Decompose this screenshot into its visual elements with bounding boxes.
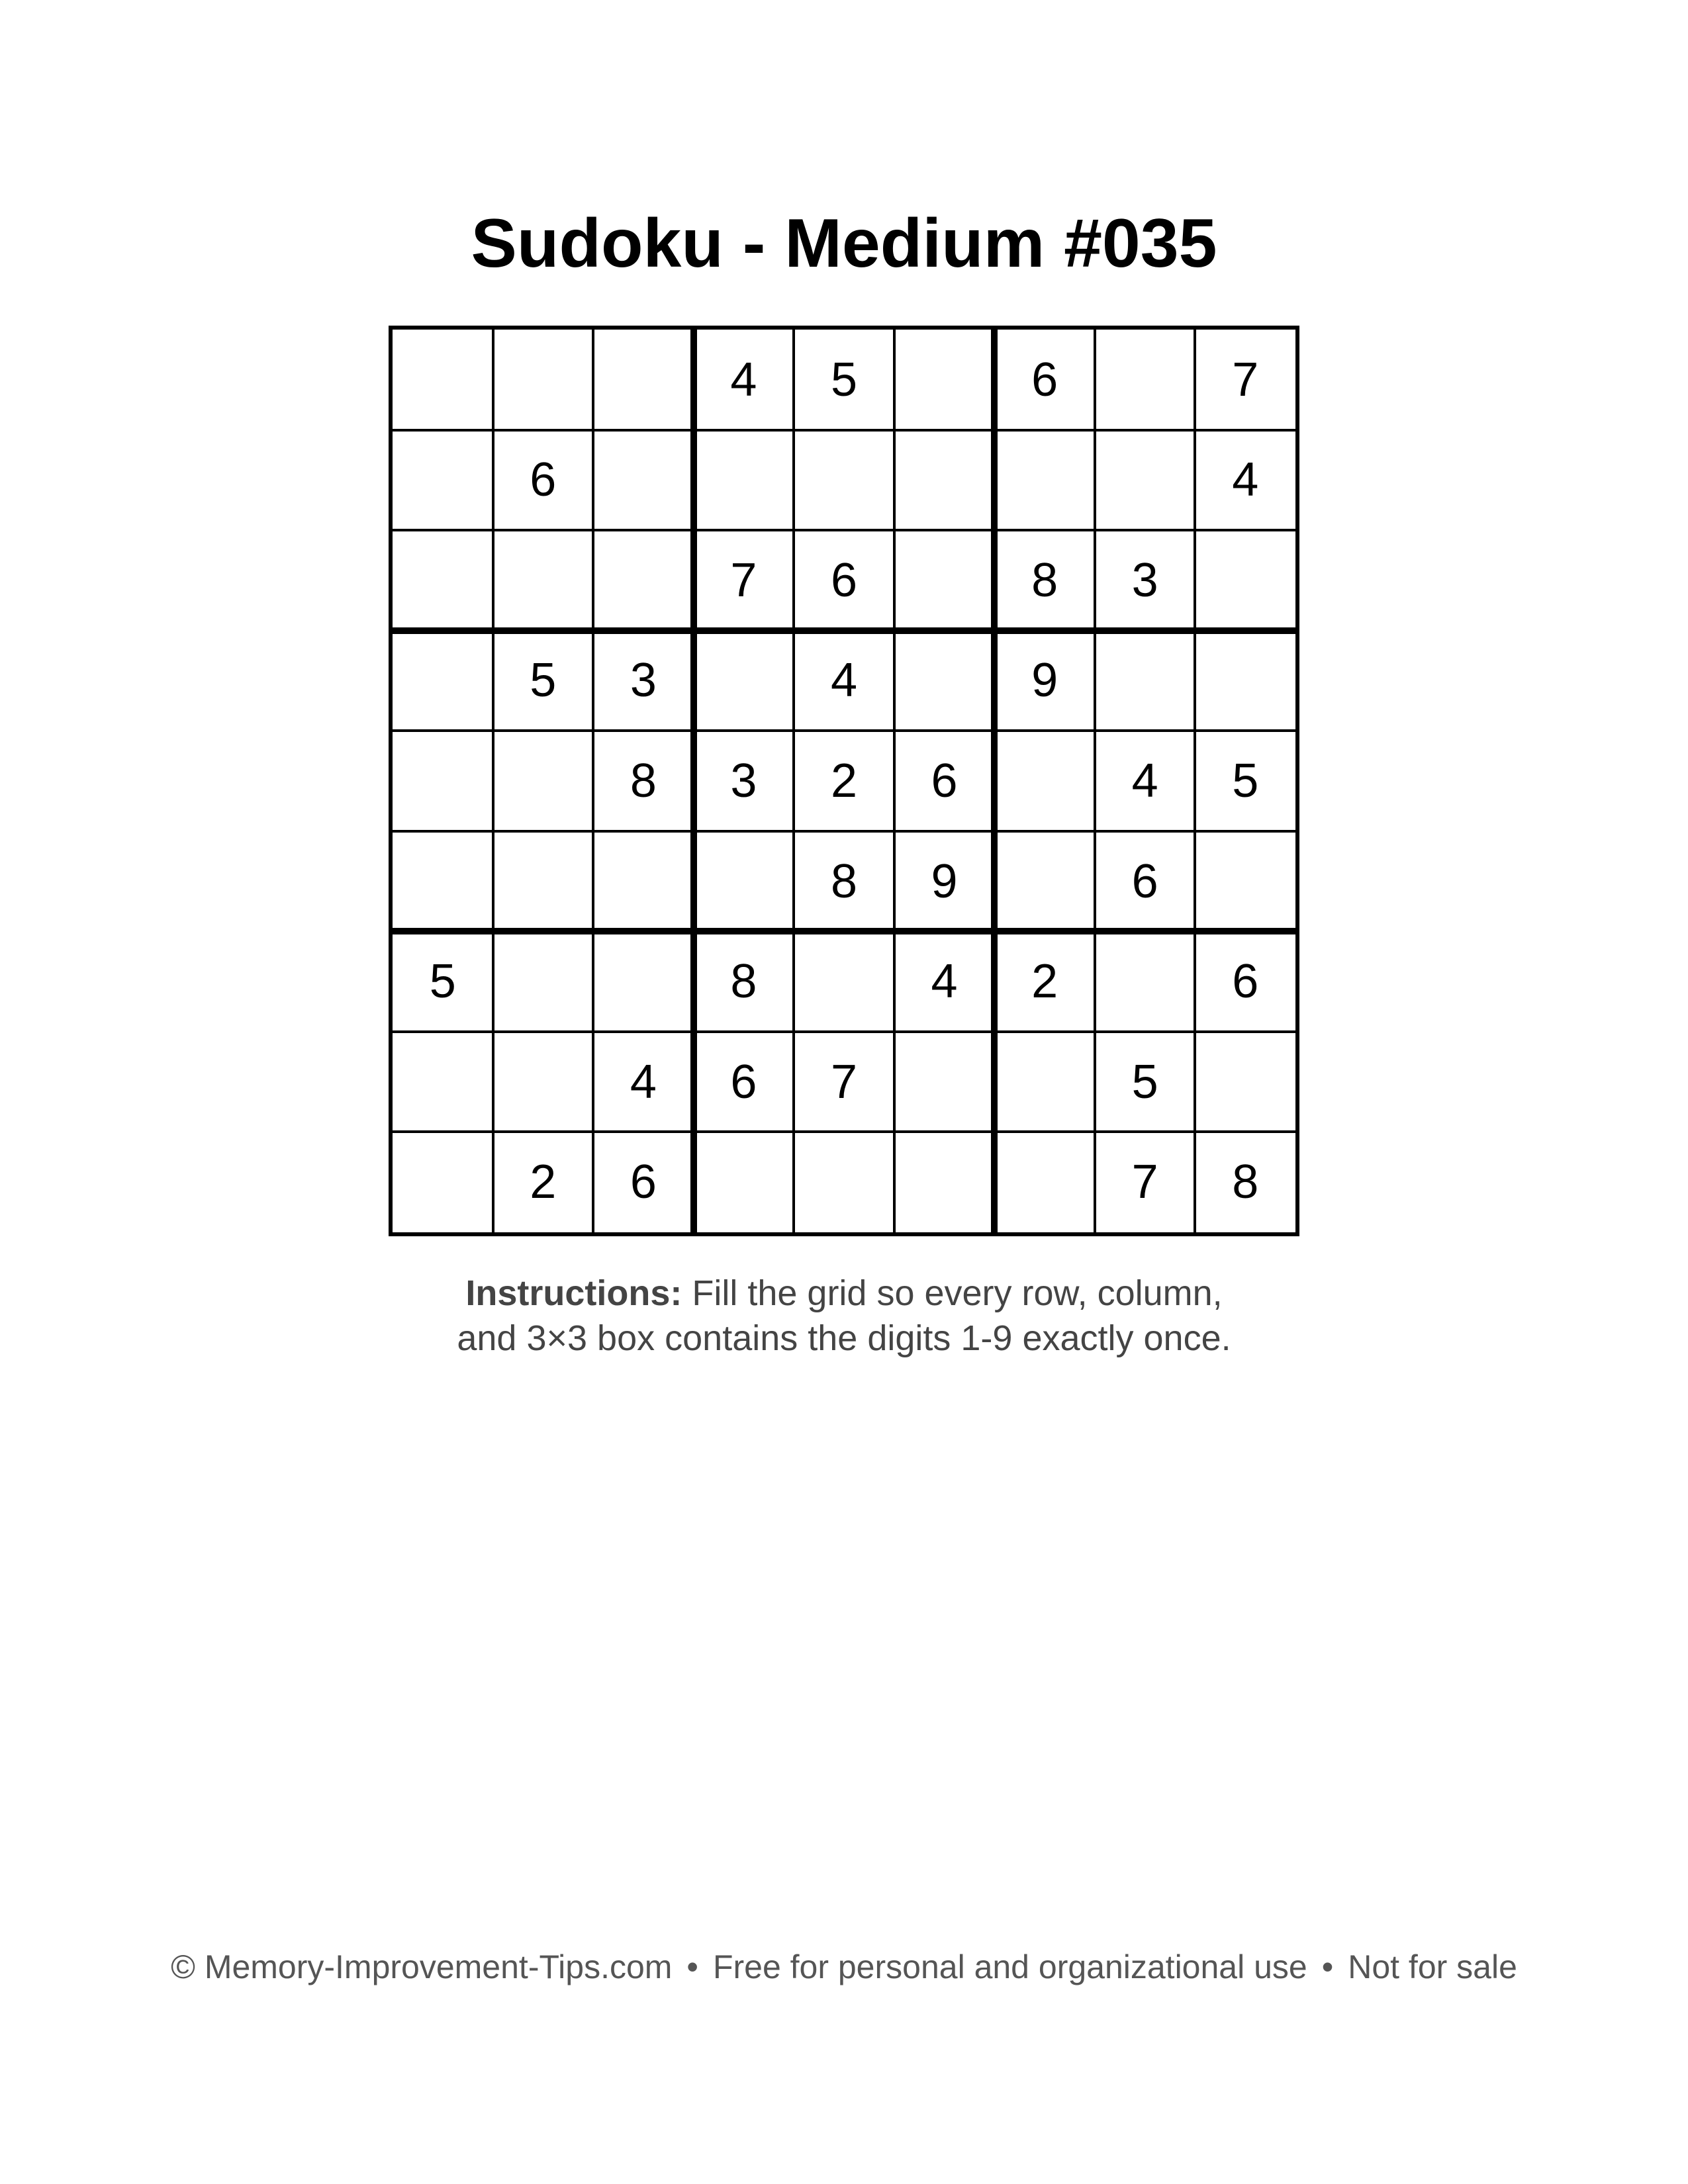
- given-cell: 2: [830, 754, 858, 807]
- empty-cell[interactable]: [894, 430, 995, 531]
- empty-cell[interactable]: [994, 1032, 1095, 1132]
- empty-cell[interactable]: [894, 1032, 995, 1132]
- given-cell: 5: [429, 955, 456, 1009]
- instructions: [0, 1271, 1688, 1361]
- empty-cell[interactable]: [1195, 1032, 1295, 1132]
- empty-cell[interactable]: [994, 731, 1095, 831]
- given-cell: 9: [931, 854, 958, 908]
- empty-cell[interactable]: [593, 330, 694, 430]
- empty-cell[interactable]: [894, 530, 995, 631]
- given-cell: 4: [1232, 453, 1259, 507]
- footer-copyright: © Memory-Improvement-Tips.com: [171, 1948, 673, 1985]
- empty-cell[interactable]: [694, 631, 794, 731]
- empty-cell[interactable]: [694, 430, 794, 531]
- given-cell: 4: [830, 654, 858, 707]
- empty-cell[interactable]: [894, 1132, 995, 1232]
- empty-cell[interactable]: [1095, 631, 1196, 731]
- given-cell: 8: [1031, 553, 1058, 607]
- empty-cell[interactable]: [894, 330, 995, 430]
- empty-cell[interactable]: [894, 631, 995, 731]
- empty-cell[interactable]: [593, 530, 694, 631]
- given-cell: 4: [1131, 754, 1158, 807]
- empty-cell[interactable]: [393, 330, 493, 430]
- empty-cell[interactable]: [1095, 430, 1196, 531]
- empty-cell[interactable]: [393, 831, 493, 932]
- empty-cell[interactable]: [694, 1132, 794, 1232]
- instructions-line-1: [0, 1271, 1688, 1316]
- footer-separator: •: [1321, 1948, 1334, 1985]
- given-cell: 2: [530, 1156, 557, 1209]
- empty-cell[interactable]: [593, 430, 694, 531]
- empty-cell[interactable]: [1195, 631, 1295, 731]
- empty-cell[interactable]: [1195, 831, 1295, 932]
- instructions-text-1: Fill the grid so every row, column,: [692, 1273, 1223, 1313]
- empty-cell[interactable]: [493, 731, 594, 831]
- empty-cell[interactable]: [493, 530, 594, 631]
- given-cell: 3: [730, 754, 757, 807]
- empty-cell[interactable]: [694, 831, 794, 932]
- footer-separator: •: [686, 1948, 698, 1985]
- given-cell: 8: [630, 754, 657, 807]
- given-cell: 3: [1131, 553, 1158, 607]
- given-cell: 5: [830, 353, 858, 406]
- empty-cell[interactable]: [593, 831, 694, 932]
- footer-restriction: Not for sale: [1348, 1948, 1517, 1985]
- empty-cell[interactable]: [994, 430, 1095, 531]
- given-cell: 6: [630, 1156, 657, 1209]
- empty-cell[interactable]: [1095, 330, 1196, 430]
- given-cell: 2: [1031, 955, 1058, 1009]
- given-cell: 5: [1131, 1055, 1158, 1109]
- empty-cell[interactable]: [393, 1032, 493, 1132]
- given-cell: 4: [630, 1055, 657, 1109]
- empty-cell[interactable]: [393, 530, 493, 631]
- sudoku-grid: [389, 326, 1299, 1236]
- given-cell: 7: [730, 553, 757, 607]
- empty-cell[interactable]: [393, 731, 493, 831]
- given-cell: 3: [630, 654, 657, 707]
- given-cell: 6: [730, 1055, 757, 1109]
- empty-cell[interactable]: [794, 1132, 894, 1232]
- given-cell: 5: [1232, 754, 1259, 807]
- empty-cell[interactable]: [1095, 931, 1196, 1032]
- given-cell: 6: [530, 453, 557, 507]
- given-cell: 7: [1232, 353, 1259, 406]
- given-cell: 6: [830, 553, 858, 607]
- empty-cell[interactable]: [493, 931, 594, 1032]
- given-cell: 4: [730, 353, 757, 406]
- given-cell: 6: [1031, 353, 1058, 406]
- empty-cell[interactable]: [593, 931, 694, 1032]
- empty-cell[interactable]: [393, 631, 493, 731]
- footer: [0, 1946, 1688, 1988]
- given-cell: 6: [1232, 955, 1259, 1009]
- empty-cell[interactable]: [493, 1032, 594, 1132]
- instructions-text-2: and 3×3 box contains the digits 1-9 exactly once.: [457, 1318, 1231, 1358]
- empty-cell[interactable]: [794, 430, 894, 531]
- empty-cell[interactable]: [393, 430, 493, 531]
- given-cell: 9: [1031, 654, 1058, 707]
- given-cell: 4: [931, 955, 958, 1009]
- given-cell: 8: [730, 955, 757, 1009]
- empty-cell[interactable]: [393, 1132, 493, 1232]
- instructions-label: Instructions:: [465, 1273, 682, 1313]
- given-cell: 7: [830, 1055, 858, 1109]
- empty-cell[interactable]: [994, 831, 1095, 932]
- given-cell: 5: [530, 654, 557, 707]
- empty-cell[interactable]: [1195, 530, 1295, 631]
- given-cell: 7: [1131, 1156, 1158, 1209]
- given-cell: 6: [1131, 854, 1158, 908]
- page-title: Sudoku - Medium #035: [471, 205, 1217, 282]
- empty-cell[interactable]: [794, 931, 894, 1032]
- empty-cell[interactable]: [493, 831, 594, 932]
- given-cell: 8: [830, 854, 858, 908]
- footer-usage: Free for personal and organizational use: [712, 1948, 1307, 1985]
- empty-cell[interactable]: [493, 330, 594, 430]
- empty-cell[interactable]: [994, 1132, 1095, 1232]
- given-cell: 8: [1232, 1156, 1259, 1209]
- given-cell: 6: [931, 754, 958, 807]
